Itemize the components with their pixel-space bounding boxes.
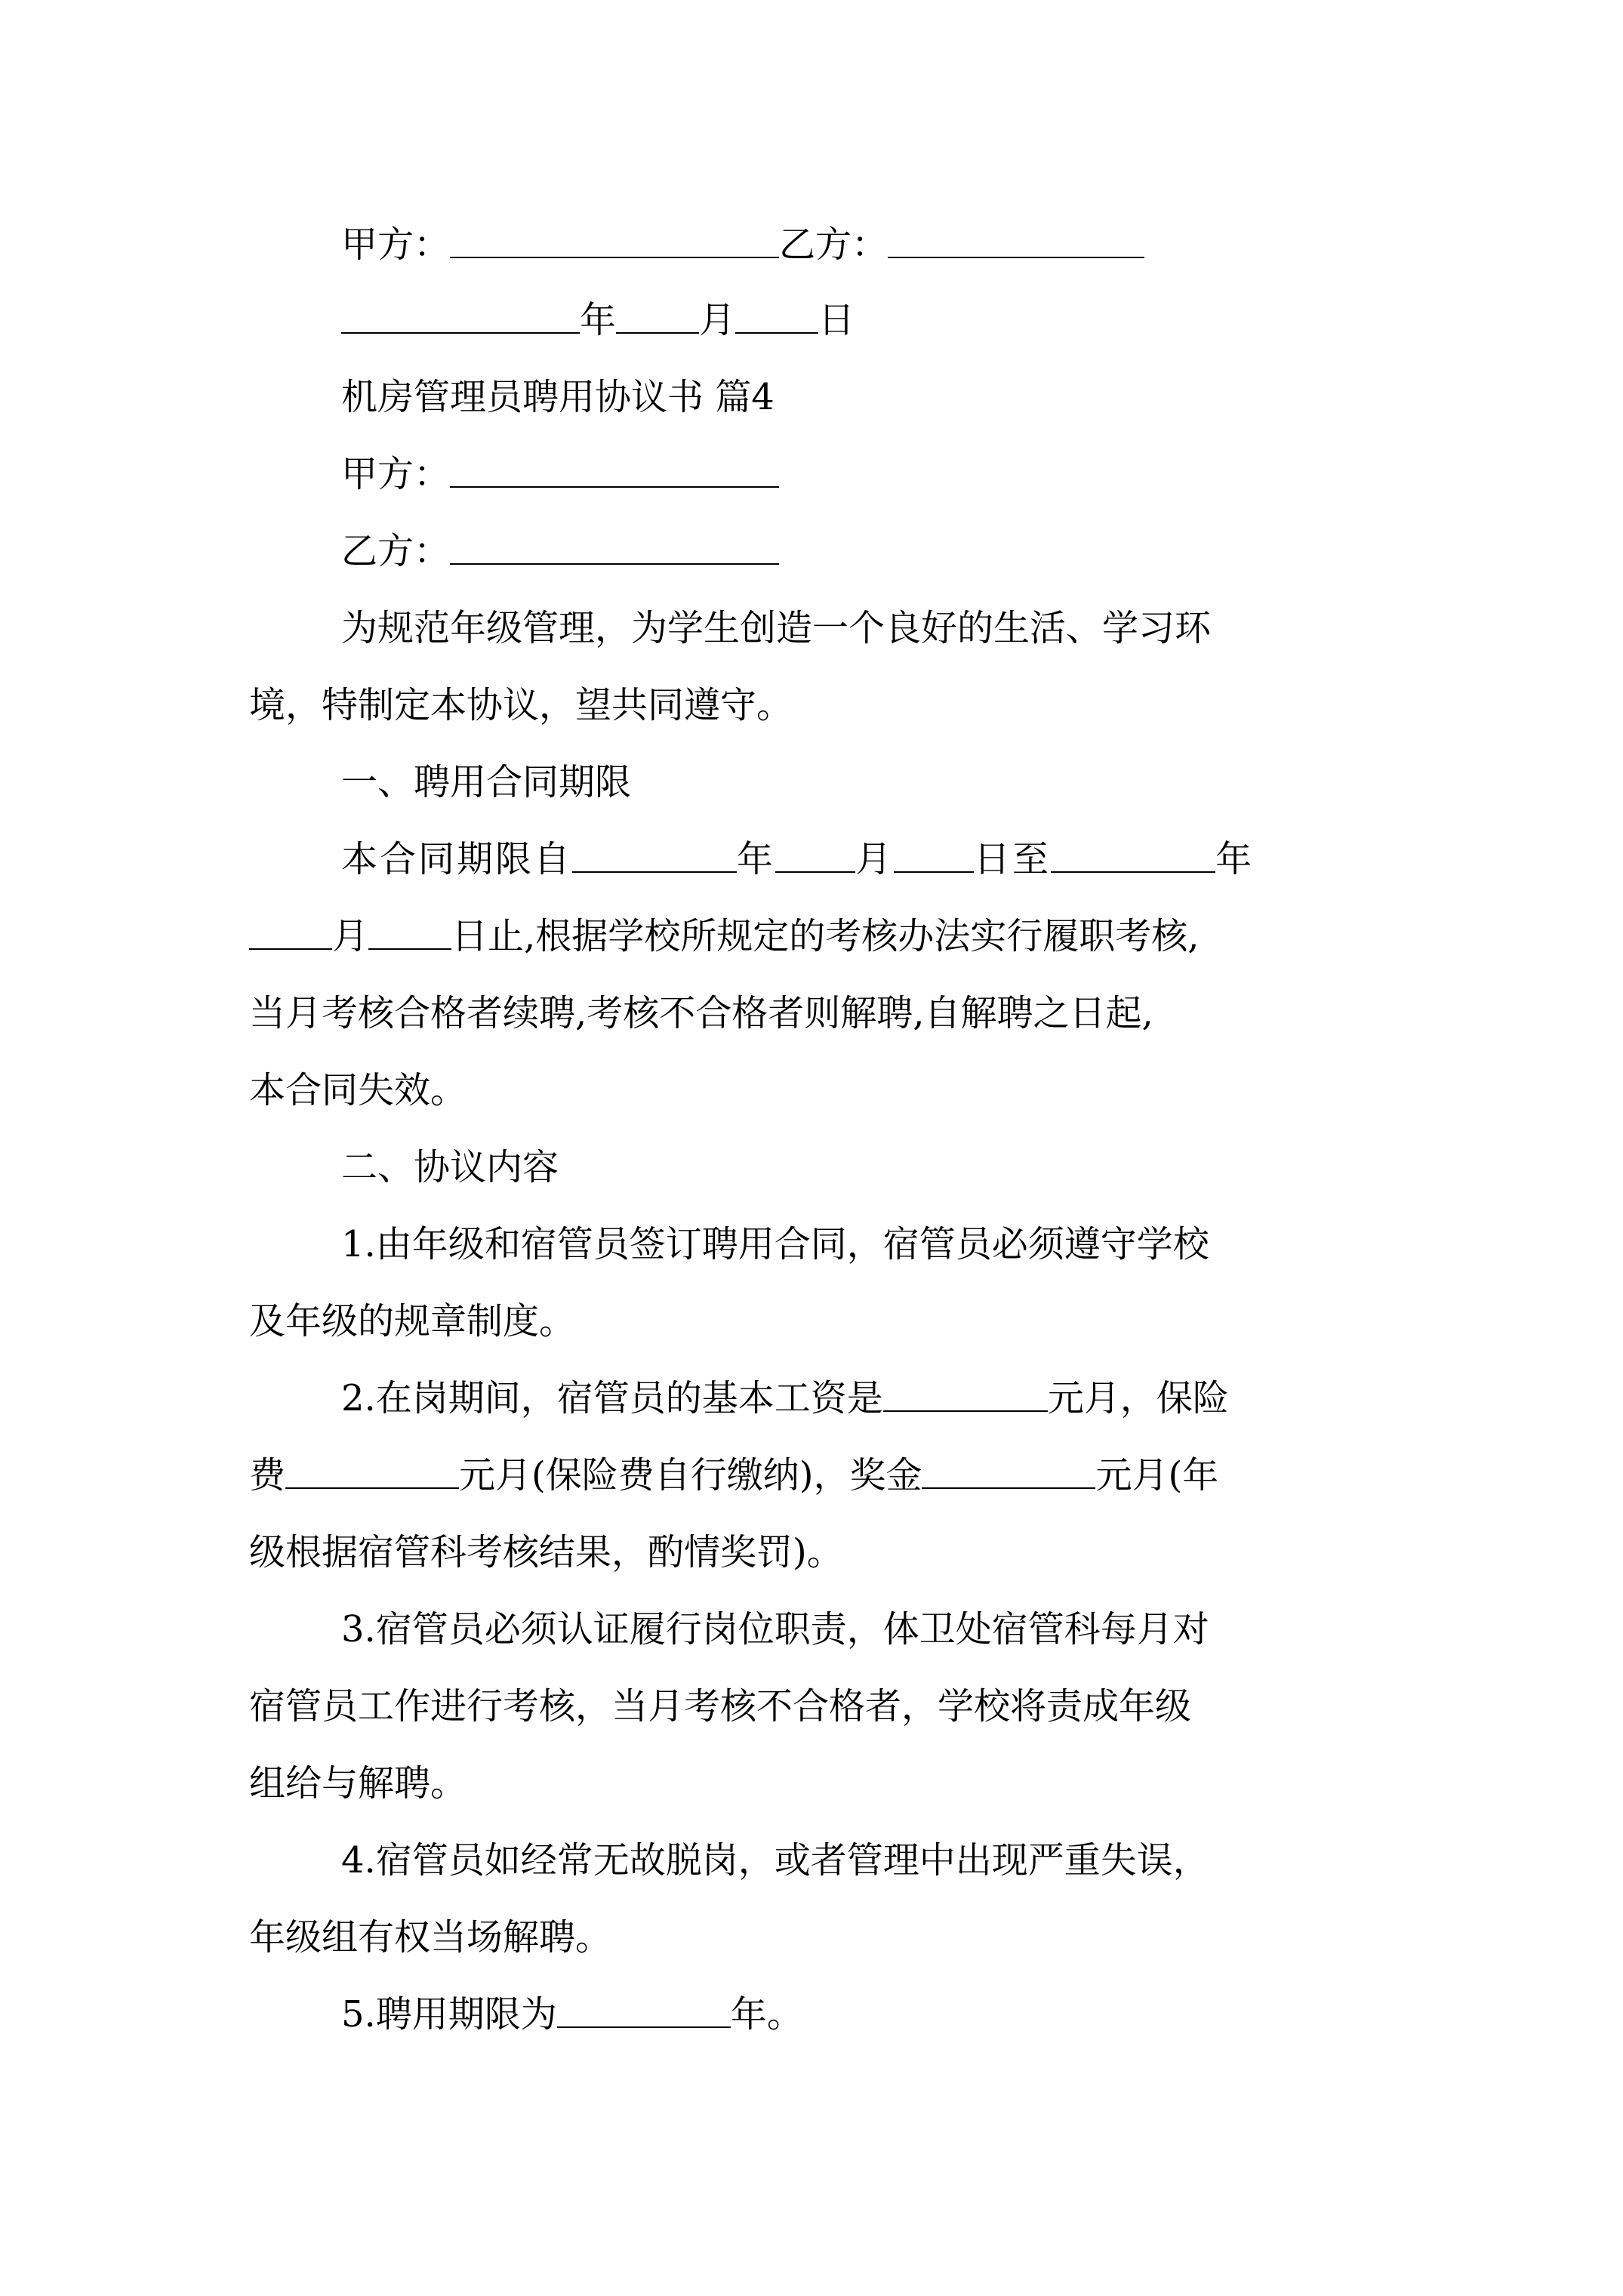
item-text: 元月(年 — [1095, 1454, 1219, 1496]
start-year-blank — [572, 841, 737, 873]
term-line-2 — [0, 912, 1623, 960]
bonus-blank — [922, 1457, 1095, 1489]
party-a-label: 甲方： — [341, 453, 451, 495]
party-a-blank — [450, 456, 779, 488]
end-year-blank — [1051, 841, 1215, 873]
end-month-blank — [249, 918, 332, 950]
term-text: 日止,根据学校所规定的考核办法实行履职考核, — [451, 915, 1200, 957]
item-5-line — [0, 1990, 1623, 2039]
item-text: 5.聘用期限为 — [341, 1993, 557, 2036]
item-3-line-1: 3.宿管员必须认证履行岗位职责，体卫处宿管科每月对 — [341, 1608, 1209, 1650]
period-blank — [557, 1996, 731, 2028]
party-a-line — [0, 450, 1623, 498]
item-2-line-3: 级根据宿管科考核结果，酌情奖罚)。 — [249, 1531, 843, 1573]
salary-blank — [883, 1380, 1048, 1412]
end-day-blank — [368, 918, 451, 950]
month-blank — [616, 302, 699, 334]
item-2-line-2 — [0, 1451, 1623, 1499]
party-b-label: 乙方： — [341, 530, 451, 572]
item-4-line-1: 4.宿管员如经常无故脱岗，或者管理中出现严重失误， — [341, 1839, 1209, 1881]
party-b-blank — [450, 533, 779, 565]
item-text: 2.在岗期间，宿管员的基本工资是 — [341, 1377, 883, 1419]
start-month-blank — [775, 841, 855, 873]
intro-line-1: 为规范年级管理，为学生创造一个良好的生活、学习环 — [341, 607, 1212, 649]
intro-line-2: 境，特制定本协议，望共同遵守。 — [249, 684, 793, 726]
start-day-blank — [894, 841, 974, 873]
item-2-line-1 — [0, 1374, 1623, 1422]
month-label: 月 — [332, 915, 369, 957]
item-3-line-2: 宿管员工作进行考核，当月考核不合格者，学校将责成年级 — [249, 1685, 1192, 1727]
section-title: 机房管理员聘用协议书 篇4 — [341, 376, 775, 418]
year-label: 年 — [737, 838, 776, 880]
day-blank — [735, 302, 818, 334]
party-b-line — [0, 527, 1623, 575]
item-text: 元月(保险费自行缴纳)，奖金 — [459, 1454, 922, 1496]
month-label: 月 — [699, 299, 736, 341]
party-a-blank — [450, 227, 779, 258]
party-a-label: 甲方： — [341, 223, 451, 266]
month-label: 月 — [855, 838, 895, 880]
day-to-label: 日至 — [974, 838, 1052, 880]
party-b-label: 乙方： — [779, 223, 888, 266]
item-3-line-3: 组给与解聘。 — [249, 1762, 467, 1804]
item-1-line-2: 及年级的规章制度。 — [249, 1300, 576, 1342]
year-blank — [341, 302, 580, 334]
heading-term: 一、聘用合同期限 — [341, 761, 632, 803]
party-b-blank — [888, 227, 1144, 258]
item-4-line-2: 年级组有权当场解聘。 — [249, 1916, 612, 1959]
item-text: 元月，保险 — [1047, 1377, 1229, 1419]
term-line-4: 本合同失效。 — [249, 1069, 467, 1111]
term-text: 本合同期限自 — [341, 838, 573, 880]
year-label: 年 — [580, 299, 617, 341]
signature-line — [0, 220, 1623, 269]
day-label: 日 — [818, 299, 855, 341]
term-line-3: 当月考核合格者续聘,考核不合格者则解聘,自解聘之日起, — [249, 992, 1153, 1034]
item-text: 年。 — [730, 1993, 803, 2036]
term-line-1 — [0, 835, 1623, 883]
date-line — [0, 296, 1623, 344]
item-1-line-1: 1.由年级和宿管员签订聘用合同，宿管员必须遵守学校 — [341, 1223, 1209, 1265]
year-label: 年 — [1215, 838, 1255, 880]
heading-content: 二、协议内容 — [341, 1146, 559, 1188]
item-text: 费 — [249, 1454, 286, 1496]
insurance-blank — [285, 1457, 459, 1489]
